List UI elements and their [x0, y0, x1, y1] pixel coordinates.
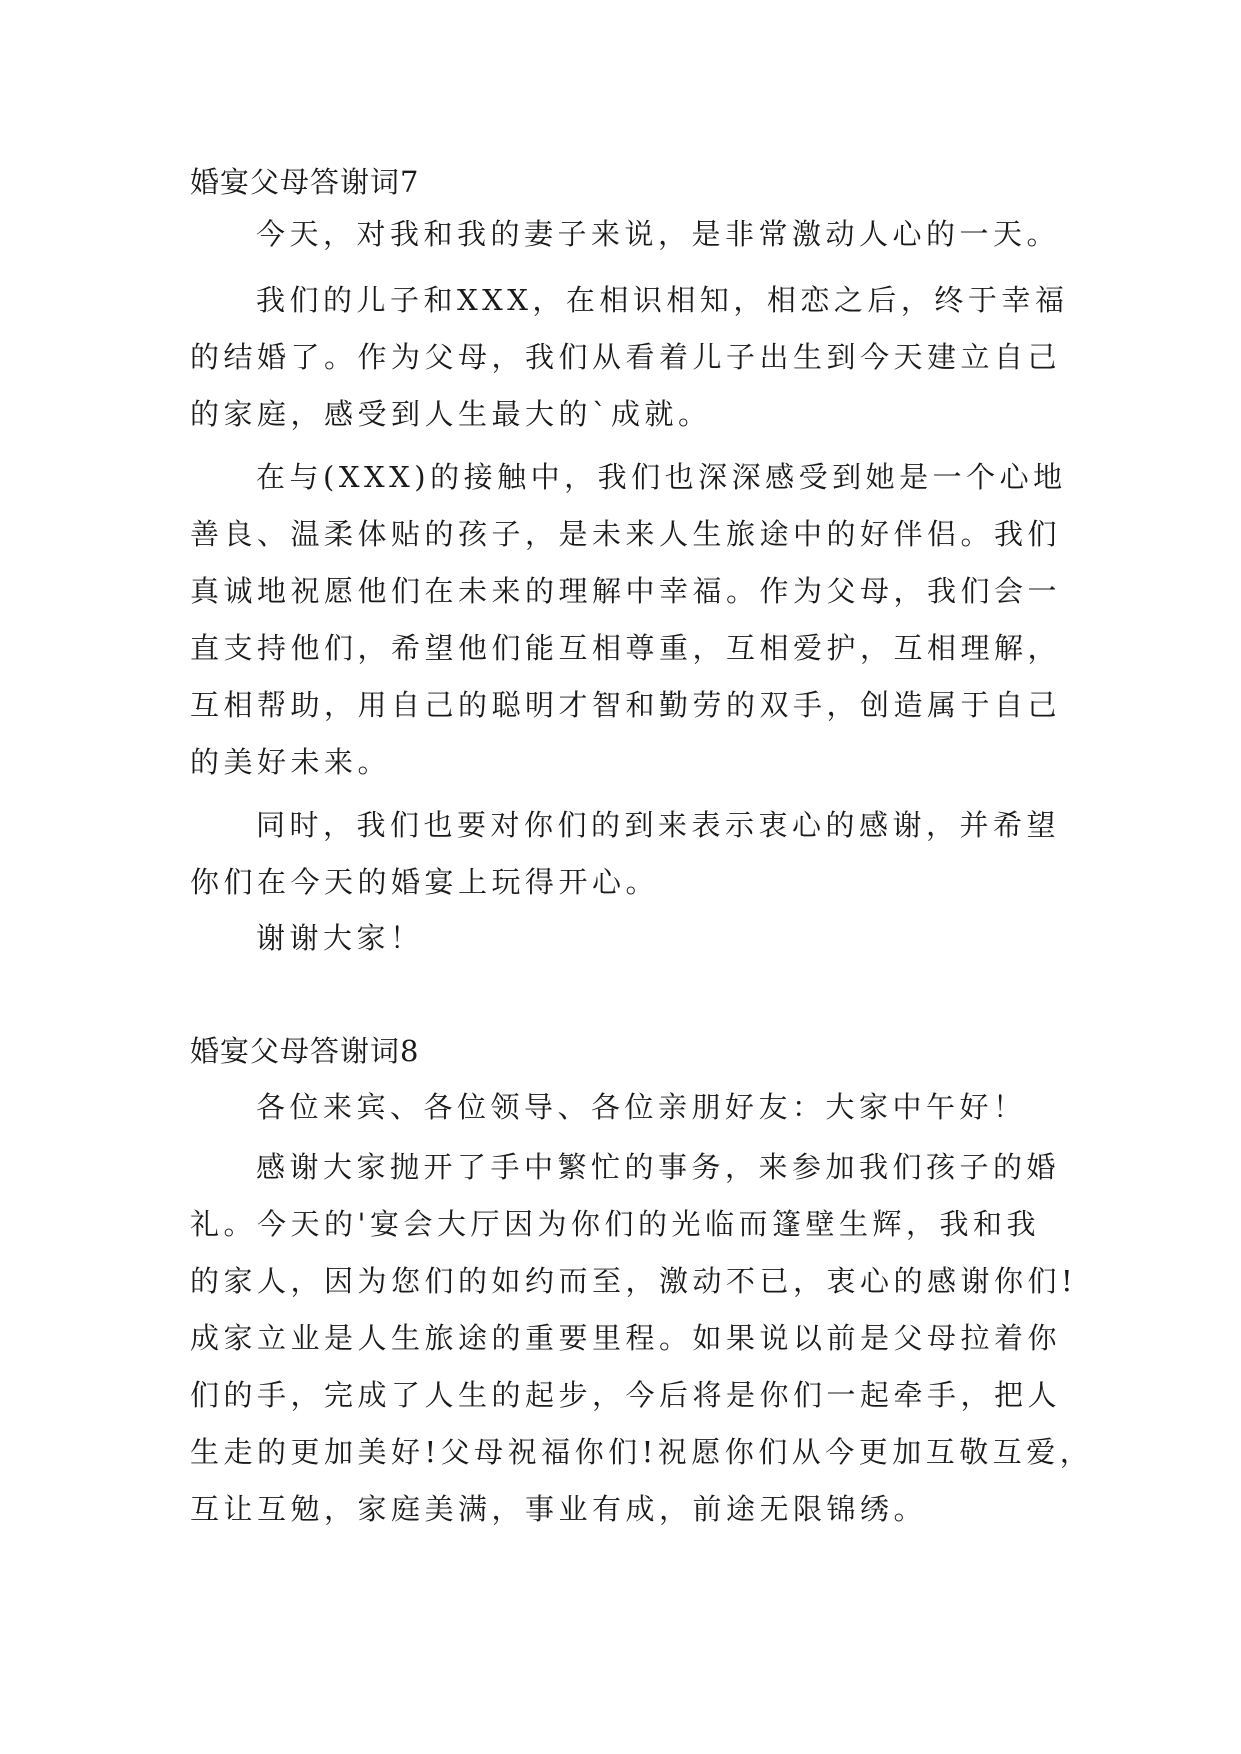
paragraph-line: 礼。今天的'宴会大厅因为你们的光临而篷壁生辉，我和我: [190, 1207, 1040, 1241]
paragraph-line: 的美好未来。: [190, 745, 392, 779]
section-title-7: 婚宴父母答谢词7: [190, 165, 420, 199]
paragraph-line: 在与(XXX)的接触中，我们也深深感受到她是一个心地: [256, 460, 1067, 494]
paragraph-line: 我们的儿子和XXX，在相识相知，相恋之后，终于幸福: [256, 283, 1069, 317]
paragraph-line: 成家立业是人生旅途的重要里程。如果说以前是父母拉着你: [190, 1321, 1062, 1355]
paragraph-line: 生走的更加美好!父母祝福你们!祝愿你们从今更加互敬互爱，: [190, 1435, 1094, 1469]
paragraph-line: 感谢大家抛开了手中繁忙的事务，来参加我们孩子的婚: [256, 1150, 1061, 1184]
paragraph-line: 同时，我们也要对你们的到来表示衷心的感谢，并希望: [256, 808, 1061, 842]
paragraph-line: 互相帮助，用自己的聪明才智和勤劳的双手，创造属于自己: [190, 688, 1062, 722]
paragraph-line: 的家庭，感受到人生最大的`成就。: [190, 397, 712, 431]
paragraph-line: 的结婚了。作为父母，我们从看着儿子出生到今天建立自己: [190, 340, 1062, 374]
paragraph-line: 今天，对我和我的妻子来说，是非常激动人心的一天。: [256, 217, 1061, 251]
section-title-8: 婚宴父母答谢词8: [190, 1034, 420, 1068]
paragraph-line: 直支持他们，希望他们能互相尊重，互相爱护，互相理解，: [190, 631, 1062, 665]
paragraph-line: 的家人，因为您们的如约而至，激动不已，衷心的感谢你们!: [190, 1264, 1078, 1298]
paragraph-line: 们的手，完成了人生的起步，今后将是你们一起牵手，把人: [190, 1378, 1062, 1412]
paragraph-line: 真诚地祝愿他们在未来的理解中幸福。作为父母，我们会一: [190, 574, 1062, 608]
paragraph-line: 你们在今天的婚宴上玩得开心。: [190, 865, 660, 899]
paragraph-line: 互让互勉，家庭美满，事业有成，前途无限锦绣。: [190, 1492, 928, 1526]
paragraph-line: 谢谢大家！: [256, 921, 424, 955]
paragraph-line: 善良、温柔体贴的孩子，是未来人生旅途中的好伴侣。我们: [190, 517, 1062, 551]
paragraph-line: 各位来宾、各位领导、各位亲朋好友：大家中午好！: [256, 1090, 1027, 1124]
